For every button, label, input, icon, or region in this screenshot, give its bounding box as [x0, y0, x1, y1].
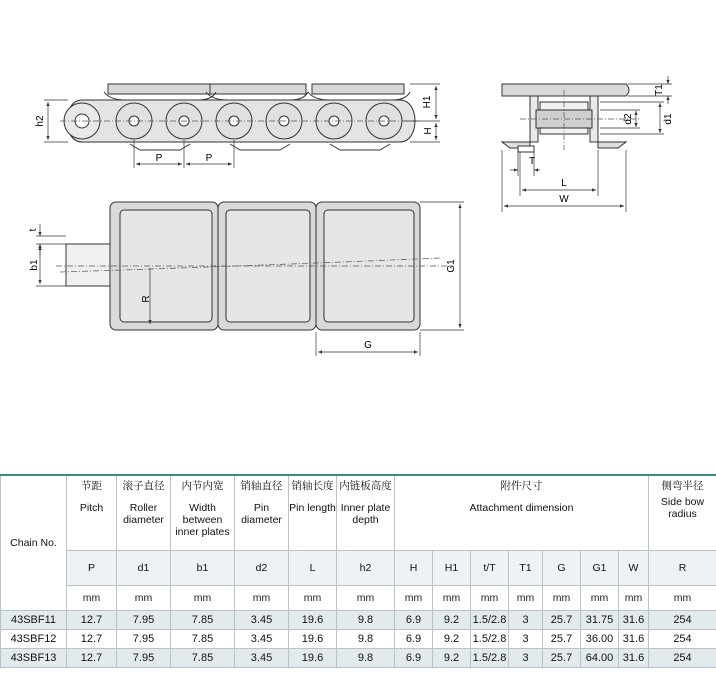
value-cell: 9.8 [337, 630, 395, 649]
symbol-row [1, 551, 716, 586]
value-cell: 1.5/2.8 [471, 611, 509, 630]
symbol-cell: T1 [509, 551, 543, 586]
header-pin-length [289, 475, 337, 551]
symbol-cell: G1 [581, 551, 619, 586]
symbol-cell: R [649, 551, 716, 586]
value-cell: 7.95 [117, 649, 171, 668]
value-cell: 19.6 [289, 649, 337, 668]
chain-no-cell: 43SBF12 [1, 630, 67, 649]
value-cell: 25.7 [543, 611, 581, 630]
value-cell: 31.6 [619, 630, 649, 649]
unit-cell: mm [171, 586, 235, 611]
header-en: Pitch [79, 502, 104, 515]
value-cell: 25.7 [543, 630, 581, 649]
value-cell: 7.85 [171, 611, 235, 630]
header-en: Inner plate depth [340, 502, 391, 527]
end-view [502, 84, 629, 152]
unit-cell: mm [289, 586, 337, 611]
chain-no-cell: 43SBF11 [1, 611, 67, 630]
header-en: Roller diameter [123, 502, 164, 527]
symbol-cell: d2 [235, 551, 289, 586]
label-t-lower: t [28, 228, 39, 232]
value-cell: 64.00 [581, 649, 619, 668]
attachment-cn: 附件尺寸 [500, 480, 543, 492]
label-h1: H1 [422, 95, 433, 109]
header-en: Width between inner plates [175, 502, 230, 539]
symbol-cell: t/T [471, 551, 509, 586]
header-cn: 销轴直径 [240, 480, 283, 492]
label-h: H [423, 127, 434, 135]
header-cn: 内链板高度 [339, 480, 392, 492]
label-h2: h2 [35, 115, 46, 127]
value-cell: 9.2 [433, 630, 471, 649]
symbol-cell: P [67, 551, 117, 586]
value-cell: 6.9 [395, 649, 433, 668]
symbol-cell: G [543, 551, 581, 586]
label-d1: d1 [663, 113, 674, 125]
value-cell: 19.6 [289, 630, 337, 649]
label-g1: G1 [446, 259, 457, 273]
header-cn: 滚子直径 [122, 480, 165, 492]
value-cell: 3.45 [235, 649, 289, 668]
unit-row [1, 586, 716, 611]
label-t-upper: T [528, 156, 536, 167]
unit-cell: mm [235, 586, 289, 611]
value-cell: 12.7 [67, 611, 117, 630]
value-cell: 31.6 [619, 649, 649, 668]
value-cell: 12.7 [67, 649, 117, 668]
label-l: L [561, 178, 567, 189]
table-row [1, 611, 716, 630]
symbol-cell: W [619, 551, 649, 586]
symbol-cell: b1 [171, 551, 235, 586]
value-cell: 6.9 [395, 611, 433, 630]
value-cell: 12.7 [67, 630, 117, 649]
unit-cell: mm [581, 586, 619, 611]
symbol-cell: d1 [117, 551, 171, 586]
value-cell: 3 [509, 630, 543, 649]
value-cell: 254 [649, 649, 716, 668]
label-d2: d2 [623, 113, 634, 125]
label-p-right: P [205, 153, 213, 164]
value-cell: 3 [509, 611, 543, 630]
unit-cell: mm [433, 586, 471, 611]
value-cell: 7.85 [171, 649, 235, 668]
value-cell: 6.9 [395, 630, 433, 649]
unit-cell: mm [619, 586, 649, 611]
attachment-en: Attachment dimension [469, 502, 574, 515]
value-cell: 36.00 [581, 630, 619, 649]
symbol-cell: L [289, 551, 337, 586]
symbol-cell: h2 [337, 551, 395, 586]
label-r: R [141, 295, 152, 303]
value-cell: 31.6 [619, 611, 649, 630]
value-cell: 3.45 [235, 611, 289, 630]
table-body [1, 611, 716, 668]
value-cell: 9.2 [433, 611, 471, 630]
value-cell: 19.6 [289, 611, 337, 630]
table-row [1, 630, 716, 649]
header-en: Pin length [289, 502, 336, 515]
value-cell: 1.5/2.8 [471, 630, 509, 649]
side-view [64, 84, 415, 150]
value-cell: 9.8 [337, 649, 395, 668]
value-cell: 3 [509, 649, 543, 668]
value-cell: 25.7 [543, 649, 581, 668]
label-g: G [364, 340, 372, 351]
unit-cell: mm [649, 586, 716, 611]
value-cell: 7.85 [171, 630, 235, 649]
value-cell: 7.95 [117, 630, 171, 649]
value-cell: 1.5/2.8 [471, 649, 509, 668]
chain-no-header [1, 475, 67, 611]
value-cell: 9.8 [337, 611, 395, 630]
value-cell: 3.45 [235, 630, 289, 649]
chain-no-label: Chain No. [10, 536, 57, 549]
header-en: Pin diameter [241, 502, 282, 527]
value-cell: 254 [649, 630, 716, 649]
side-bow-cn: 侧弯半径 [661, 480, 704, 492]
value-cell: 7.95 [117, 611, 171, 630]
unit-cell: mm [543, 586, 581, 611]
header-pitch [67, 475, 117, 551]
value-cell: 9.2 [433, 649, 471, 668]
header-cn: 销轴长度 [291, 480, 334, 492]
header-plate-depth [337, 475, 395, 551]
label-p-left: P [155, 153, 163, 164]
chain-spec-table [0, 474, 716, 668]
unit-cell: mm [67, 586, 117, 611]
header-attachment [395, 475, 649, 551]
table-row [1, 649, 716, 668]
unit-cell: mm [337, 586, 395, 611]
value-cell: 254 [649, 611, 716, 630]
side-bow-en: Side bow radius [660, 496, 705, 521]
label-b1: b1 [29, 259, 40, 271]
unit-cell: mm [509, 586, 543, 611]
header-cn: 内节内宽 [181, 480, 224, 492]
header-cn: 节距 [81, 480, 102, 492]
header-pin-diameter [235, 475, 289, 551]
label-w: W [559, 194, 569, 205]
unit-cell: mm [117, 586, 171, 611]
symbol-cell: H1 [433, 551, 471, 586]
header-side-bow [649, 475, 716, 551]
chain-no-cell: 43SBF13 [1, 649, 67, 668]
unit-cell: mm [471, 586, 509, 611]
unit-cell: mm [395, 586, 433, 611]
value-cell: 31.75 [581, 611, 619, 630]
symbol-cell: H [395, 551, 433, 586]
header-inner-width [171, 475, 235, 551]
header-roller-diameter [117, 475, 171, 551]
label-t1: T1 [654, 84, 665, 96]
